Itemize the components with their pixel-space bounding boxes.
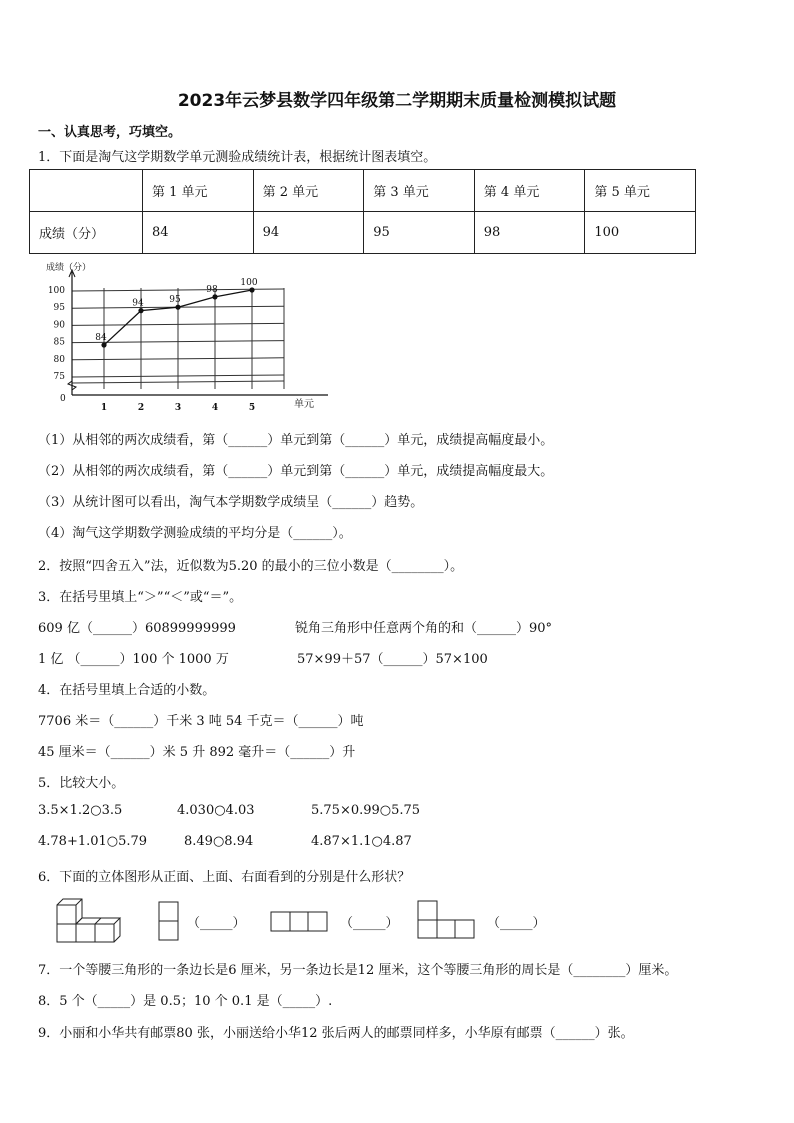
table-cell: 100 bbox=[585, 212, 696, 254]
answer-blank[interactable]: （_____） bbox=[187, 916, 246, 931]
page-title: 2023年云梦县数学四年级第二学期期末质量检测模拟试题 bbox=[177, 91, 617, 111]
data-label: 94 bbox=[132, 298, 144, 309]
data-point bbox=[101, 342, 106, 347]
question-5-item: 4.030○4.03 bbox=[177, 803, 255, 818]
data-point bbox=[138, 308, 143, 313]
y-tick-label: 80 bbox=[53, 354, 65, 365]
section-heading: 一、认真思考，巧填空。 bbox=[38, 125, 182, 140]
data-label: 84 bbox=[95, 333, 107, 344]
data-point bbox=[212, 294, 217, 299]
question-6: 6．下面的立体图形从正面、上面、右面看到的分别是什么形状？ bbox=[38, 870, 411, 885]
question-1-part-1: （1）从相邻的两次成绩看，第（______）单元到第（______）单元，成绩提高幅度最小。 bbox=[38, 433, 554, 448]
question-8: 8．5 个（_____）是 0.5；10 个 0.1 是（_____）. bbox=[38, 994, 333, 1009]
question-5-item: 8.49○8.94 bbox=[184, 834, 254, 849]
question-1-part-3: （3）从统计图可以看出，淘气本学期数学成绩呈（______）趋势。 bbox=[38, 495, 424, 510]
origin-label: 0 bbox=[60, 394, 66, 404]
y-tick-label: 75 bbox=[53, 372, 65, 382]
question-5-item: 4.87×1.1○4.87 bbox=[311, 834, 412, 849]
question-3-item: 锐角三角形中任意两个角的和（______）90° bbox=[295, 621, 553, 636]
question-9: 9．小丽和小华共有邮票80 张，小丽送给小华12 张后两人的邮票同样多，小华原有邮票（______）张。 bbox=[38, 1026, 634, 1041]
view-shape-3 bbox=[418, 901, 474, 938]
y-tick-label: 90 bbox=[53, 320, 65, 331]
score-line-chart bbox=[28, 258, 328, 413]
table-header-row bbox=[30, 170, 696, 212]
y-tick-label: 95 bbox=[53, 303, 65, 314]
y-tick-label: 85 bbox=[53, 337, 65, 348]
x-tick-label: 1 bbox=[100, 403, 108, 413]
answer-blank[interactable]: （_____） bbox=[340, 916, 399, 931]
question-3-item: 1 亿 （______）100 个 1000 万 bbox=[38, 652, 229, 667]
score-table bbox=[29, 169, 696, 254]
solid-figure-3d bbox=[57, 899, 120, 942]
data-point bbox=[249, 287, 254, 292]
data-point bbox=[175, 305, 180, 310]
table-corner-cell bbox=[30, 170, 143, 212]
question-7: 7．一个等腰三角形的一条边长是6 厘米，另一条边长是12 厘米，这个等腰三角形的周长是（________）厘米。 bbox=[38, 963, 678, 978]
question-1-part-2: （2）从相邻的两次成绩看，第（______）单元到第（______）单元，成绩提高幅度最大。 bbox=[38, 464, 554, 479]
data-label: 95 bbox=[169, 295, 181, 306]
question-1: 1．下面是淘气这学期数学单元测验成绩统计表，根据统计图表填空。 bbox=[38, 150, 437, 165]
answer-blank[interactable]: （_____） bbox=[487, 916, 546, 931]
table-header-cell: 第 5 单元 bbox=[585, 170, 696, 212]
table-header-cell: 第 1 单元 bbox=[143, 170, 254, 212]
view-shape-2 bbox=[271, 912, 327, 931]
x-axis-title: 单元 bbox=[294, 399, 314, 410]
x-tick-label: 3 bbox=[174, 403, 182, 413]
table-header-cell: 第 4 单元 bbox=[474, 170, 585, 212]
table-cell: 98 bbox=[474, 212, 585, 254]
x-tick-label: 5 bbox=[248, 403, 256, 413]
question-2: 2．按照“四舍五入”法，近似数为5.20 的最小的三位小数是（________）。 bbox=[38, 559, 464, 574]
view-shape-1 bbox=[159, 902, 178, 940]
table-cell: 94 bbox=[253, 212, 364, 254]
question-3: 3．在括号里填上“＞”“＜”或“＝”。 bbox=[38, 590, 243, 605]
question-5-item: 5.75×0.99○5.75 bbox=[311, 803, 421, 818]
question-4: 4．在括号里填上合适的小数。 bbox=[38, 683, 216, 698]
table-cell: 84 bbox=[143, 212, 254, 254]
question-4-row: 7706 米＝（______）千米 3 吨 54 千克＝（______）吨 bbox=[38, 714, 364, 729]
x-tick-label: 4 bbox=[211, 403, 219, 413]
data-label: 98 bbox=[206, 284, 218, 295]
question-5-item: 4.78+1.01○5.79 bbox=[38, 834, 148, 849]
question-1-part-4: （4）淘气这学期数学测验成绩的平均分是（______）。 bbox=[38, 526, 352, 541]
question-5: 5．比较大小。 bbox=[38, 776, 125, 791]
y-axis-title: 成绩（分） bbox=[46, 263, 92, 273]
table-cell: 95 bbox=[364, 212, 475, 254]
data-label: 100 bbox=[240, 278, 258, 288]
question-3-item: 609 亿（______）60899999999 bbox=[38, 621, 236, 636]
table-header-cell: 第 3 单元 bbox=[364, 170, 475, 212]
table-row bbox=[30, 212, 696, 254]
question-3-item: 57×99＋57（______）57×100 bbox=[297, 652, 488, 667]
question-4-row: 45 厘米＝（______）米 5 升 892 毫升＝（______）升 bbox=[38, 745, 356, 760]
x-tick-label: 2 bbox=[137, 403, 145, 413]
y-tick-label: 100 bbox=[47, 286, 65, 296]
table-header-cell: 第 2 单元 bbox=[253, 170, 364, 212]
table-row-label: 成绩（分） bbox=[30, 212, 143, 254]
question-5-item: 3.5×1.2○3.5 bbox=[38, 803, 123, 818]
